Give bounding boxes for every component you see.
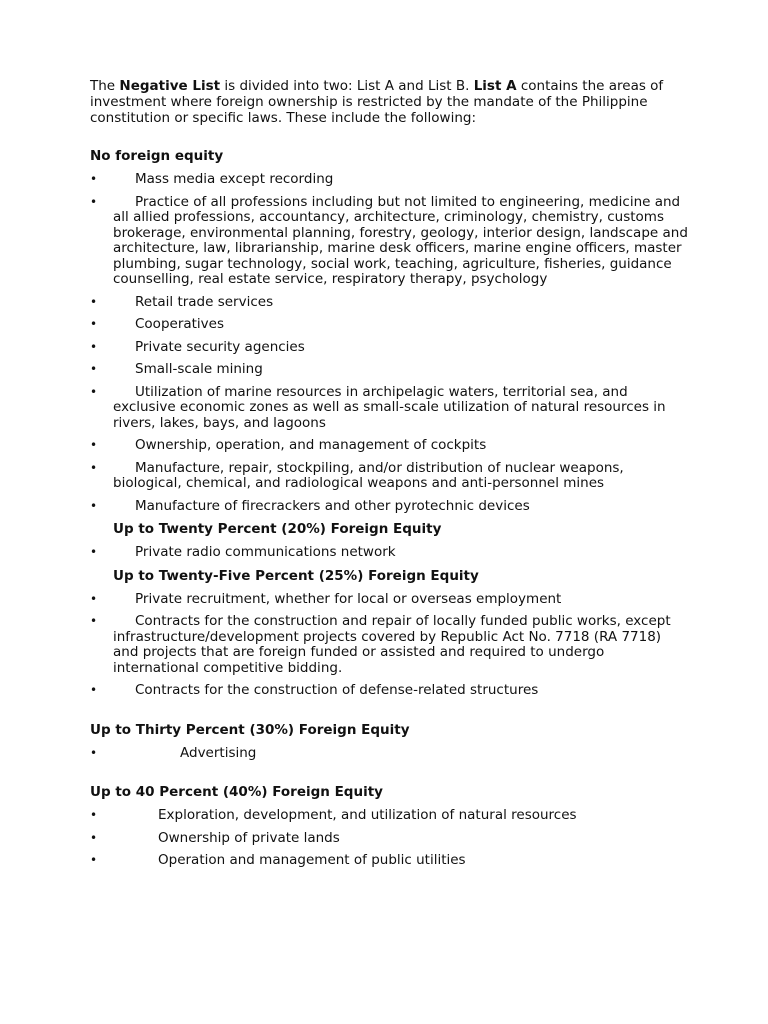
bullet-icon: • <box>90 339 98 354</box>
list-item: • Private recruitment, whether for local or overseas employment <box>90 590 562 607</box>
document-page <box>90 78 690 869</box>
list-item: • Cooperatives <box>90 316 225 332</box>
section-heading-25-percent: Up to Twenty-Five Percent (25%) Foreign Equity <box>113 567 479 584</box>
bullet-icon: • <box>90 614 98 628</box>
list-item: • Manufacture, repair, stockpiling, and/or distribution of nuclear weapons, biological, chemical, and radiological weapons and anti-personnel mines <box>90 459 624 491</box>
bullet-icon: • <box>90 362 98 376</box>
list-no-foreign-equity <box>90 172 690 514</box>
list-40-percent <box>90 808 690 869</box>
list-item: • Practice of all professions including but not limited to engineering, medicine and all allied professions, accountancy, architecture, criminology, chemistry, customs brokerage, environmental planning, forestry, geology, interior design, landscape and architecture, law, librarianship, marine desk officers, marine engine officers, master plumbing, sugar technology, social work, teaching, agriculture, fisheries, guidance counselling, real estate service, respiratory therapy, psychology <box>90 193 688 287</box>
list-30-percent <box>90 746 690 762</box>
bullet-icon: • <box>90 808 98 822</box>
bullet-icon: • <box>90 460 98 475</box>
bullet-icon: • <box>90 853 98 867</box>
list-item: • Utilization of marine resources in archipelagic waters, territorial sea, and exclusive economic zones as well as small-scale utilization of natural resources in rivers, lakes, bays, and lagoons <box>90 383 666 431</box>
list-item: • Small-scale mining <box>90 361 263 377</box>
bullet-icon: • <box>90 683 98 697</box>
list-item: • Retail trade services <box>90 293 274 310</box>
bullet-icon: • <box>90 745 98 760</box>
bullet-icon: • <box>90 317 98 331</box>
list-item: • Ownership of private lands <box>90 829 340 846</box>
intro-text-3: contains the areas of investment where foreign ownership is restricted by the mandate of the Philippine constitution or specific laws. These include the following: <box>90 78 668 126</box>
list-item: • Manufacture of firecrackers and other pyrotechnic devices <box>90 497 530 514</box>
list-item: • Mass media except recording <box>90 171 334 187</box>
list-item: • Private radio communications network <box>90 544 396 560</box>
section-heading-no-foreign-equity: No foreign equity <box>90 148 224 164</box>
list-item: • Advertising <box>90 744 257 761</box>
list-25-percent <box>90 592 690 699</box>
section-heading-40-percent: Up to 40 Percent (40%) Foreign Equity <box>90 784 383 800</box>
list-20-percent <box>90 545 690 561</box>
bullet-icon: • <box>90 172 98 186</box>
bullet-icon: • <box>90 498 98 513</box>
bullet-icon: • <box>90 830 98 845</box>
list-item: • Private security agencies <box>90 338 305 355</box>
bullet-icon: • <box>90 591 98 606</box>
list-a-term: List A <box>473 78 517 94</box>
list-item: • Ownership, operation, and management of cockpits <box>90 437 487 453</box>
intro-paragraph <box>90 78 690 126</box>
bullet-icon: • <box>90 438 98 452</box>
list-item: • Contracts for the construction and repair of locally funded public works, except infrastructure/development projects covered by Republic Act No. 7718 (RA 7718) and projects that are foreign funded or assisted and required to undergo international competitive bidding. <box>90 613 671 676</box>
section-heading-30-percent: Up to Thirty Percent (30%) Foreign Equity <box>90 721 410 738</box>
bullet-icon: • <box>90 384 98 399</box>
intro-text-1: The <box>90 78 120 94</box>
bullet-icon: • <box>90 194 98 209</box>
bullet-icon: • <box>90 545 98 559</box>
list-item: • Exploration, development, and utilization of natural resources <box>90 807 577 823</box>
list-item: • Operation and management of public utilities <box>90 852 466 868</box>
negative-list-term: Negative List <box>119 78 221 94</box>
bullet-icon: • <box>90 294 98 309</box>
section-heading-20-percent: Up to Twenty Percent (20%) Foreign Equity <box>113 521 442 537</box>
list-item: • Contracts for the construction of defense-related structures <box>90 682 539 698</box>
intro-text-2: is divided into two: List A and List B. <box>220 78 474 94</box>
